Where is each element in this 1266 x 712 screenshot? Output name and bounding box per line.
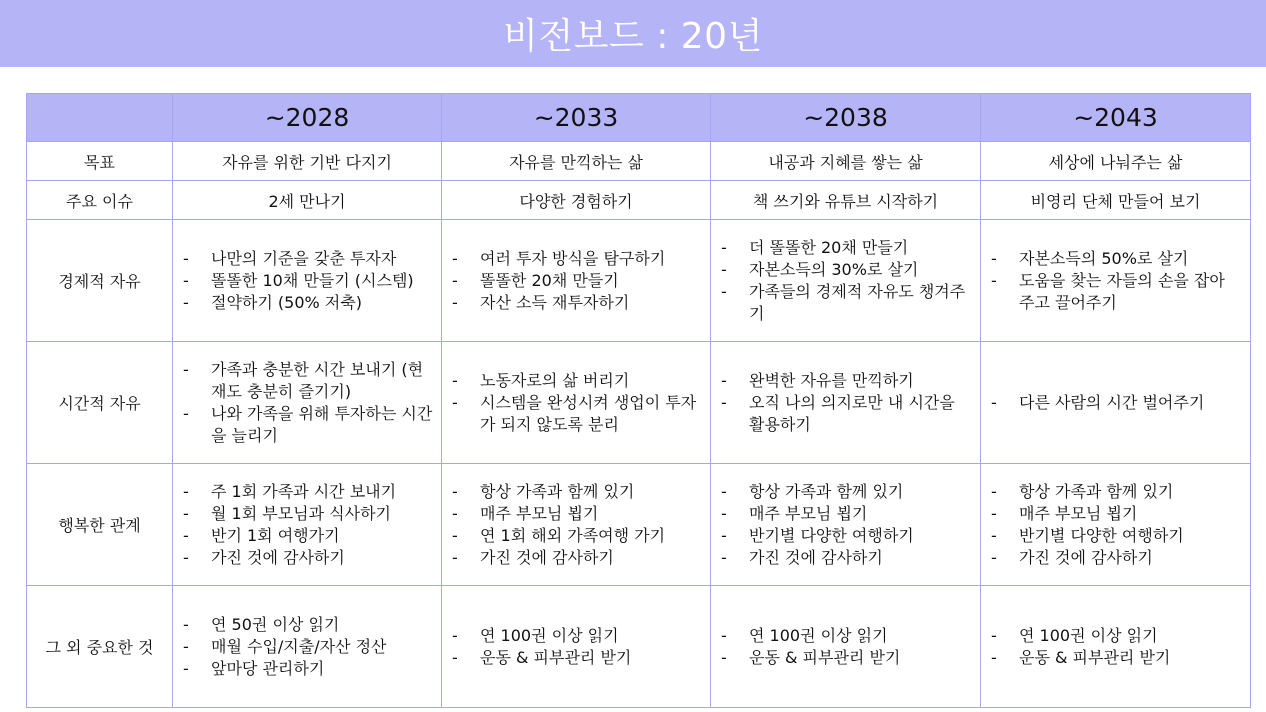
- economic-cell: [173, 220, 442, 342]
- list-item: - 다른 사람의 시간 벌어주기: [991, 392, 1242, 414]
- other-important-row: [27, 586, 1251, 708]
- header-corner-cell: [27, 94, 173, 142]
- page-title: 비전보드 : 20년: [503, 16, 763, 57]
- other-cell: [442, 586, 711, 708]
- goal-cell: 자유를 위한 기반 다지기: [173, 142, 442, 181]
- list-item: - 반기별 다양한 여행하기: [721, 525, 972, 547]
- list-item: - 반기 1회 여행가기: [183, 525, 433, 547]
- title-banner: [0, 0, 1266, 67]
- list-item: - 자본소득의 30%로 살기: [721, 259, 972, 281]
- relation-cell: [711, 464, 981, 586]
- list-item: - 가족과 충분한 시간 보내기 (현재도 충분히 즐기기): [183, 359, 433, 403]
- list-item: - 앞마당 관리하기: [183, 658, 433, 680]
- list-item: - 도움을 찾는 자들의 손을 잡아 주고 끌어주기: [991, 270, 1242, 314]
- other-cell: [173, 586, 442, 708]
- bullet-list: [442, 625, 710, 669]
- year-header-2033: ~2033: [442, 94, 711, 142]
- list-item: - 가진 것에 감사하기: [452, 547, 702, 569]
- bullet-list: [711, 237, 980, 325]
- issue-cell: 다양한 경험하기: [442, 181, 711, 220]
- list-item: - 항상 가족과 함께 있기: [991, 481, 1242, 503]
- list-item: - 매주 부모님 뵙기: [721, 503, 972, 525]
- list-item: - 똘똘한 10채 만들기 (시스템): [183, 270, 433, 292]
- vision-board-table: [26, 93, 1251, 708]
- other-cell: [981, 586, 1251, 708]
- relation-cell: [173, 464, 442, 586]
- list-item: - 항상 가족과 함께 있기: [721, 481, 972, 503]
- list-item: - 주 1회 가족과 시간 보내기: [183, 481, 433, 503]
- list-item: - 자산 소득 재투자하기: [452, 292, 702, 314]
- issue-cell: 비영리 단체 만들어 보기: [981, 181, 1251, 220]
- row-label-relation: 행복한 관계: [27, 464, 173, 586]
- bullet-list: [173, 481, 441, 569]
- list-item: - 연 50권 이상 읽기: [183, 614, 433, 636]
- list-item: - 절약하기 (50% 저축): [183, 292, 433, 314]
- year-header-2028: ~2028: [173, 94, 442, 142]
- list-item: - 연 100권 이상 읽기: [452, 625, 702, 647]
- list-item: - 연 1회 해외 가족여행 가기: [452, 525, 702, 547]
- year-header-2043: ~2043: [981, 94, 1251, 142]
- bullet-list: [442, 370, 710, 436]
- list-item: - 가진 것에 감사하기: [721, 547, 972, 569]
- list-item: - 오직 나의 의지로만 내 시간을 활용하기: [721, 392, 972, 436]
- happy-relation-row: [27, 464, 1251, 586]
- goal-cell: 자유를 만끽하는 삶: [442, 142, 711, 181]
- bullet-list: [981, 248, 1250, 314]
- header-row: [27, 94, 1251, 142]
- list-item: - 더 똘똘한 20채 만들기: [721, 237, 972, 259]
- bullet-list: [981, 392, 1250, 414]
- row-label-issue: 주요 이슈: [27, 181, 173, 220]
- time-cell: [173, 342, 442, 464]
- bullet-list: [981, 481, 1250, 569]
- other-cell: [711, 586, 981, 708]
- relation-cell: [981, 464, 1251, 586]
- list-item: - 운동 & 피부관리 받기: [991, 647, 1242, 669]
- bullet-list: [173, 614, 441, 680]
- list-item: - 매주 부모님 뵙기: [452, 503, 702, 525]
- list-item: - 가진 것에 감사하기: [991, 547, 1242, 569]
- bullet-list: [981, 625, 1250, 669]
- row-label-time: 시간적 자유: [27, 342, 173, 464]
- list-item: - 똘똘한 20채 만들기: [452, 270, 702, 292]
- issue-row: [27, 181, 1251, 220]
- list-item: - 월 1회 부모님과 식사하기: [183, 503, 433, 525]
- list-item: - 노동자로의 삶 버리기: [452, 370, 702, 392]
- list-item: - 시스템을 완성시켜 생업이 투자가 되지 않도록 분리: [452, 392, 702, 436]
- bullet-list: [442, 481, 710, 569]
- bullet-list: [711, 481, 980, 569]
- list-item: - 연 100권 이상 읽기: [991, 625, 1242, 647]
- row-label-goal: 목표: [27, 142, 173, 181]
- relation-cell: [442, 464, 711, 586]
- list-item: - 연 100권 이상 읽기: [721, 625, 972, 647]
- goal-cell: 세상에 나눠주는 삶: [981, 142, 1251, 181]
- year-header-2038: ~2038: [711, 94, 981, 142]
- row-label-other: 그 외 중요한 것: [27, 586, 173, 708]
- bullet-list: [711, 370, 980, 436]
- bullet-list: [173, 248, 441, 314]
- list-item: - 여러 투자 방식을 탐구하기: [452, 248, 702, 270]
- row-label-economic: 경제적 자유: [27, 220, 173, 342]
- time-cell: [711, 342, 981, 464]
- list-item: - 가진 것에 감사하기: [183, 547, 433, 569]
- time-freedom-row: [27, 342, 1251, 464]
- list-item: - 매월 수입/지출/자산 정산: [183, 636, 433, 658]
- list-item: - 매주 부모님 뵙기: [991, 503, 1242, 525]
- bullet-list: [711, 625, 980, 669]
- list-item: - 가족들의 경제적 자유도 챙겨주기: [721, 281, 972, 325]
- bullet-list: [442, 248, 710, 314]
- list-item: - 반기별 다양한 여행하기: [991, 525, 1242, 547]
- list-item: - 운동 & 피부관리 받기: [721, 647, 972, 669]
- economic-cell: [711, 220, 981, 342]
- issue-cell: 책 쓰기와 유튜브 시작하기: [711, 181, 981, 220]
- list-item: - 자본소득의 50%로 살기: [991, 248, 1242, 270]
- list-item: - 나만의 기준을 갖춘 투자자: [183, 248, 433, 270]
- economic-freedom-row: [27, 220, 1251, 342]
- list-item: - 항상 가족과 함께 있기: [452, 481, 702, 503]
- goal-cell: 내공과 지혜를 쌓는 삶: [711, 142, 981, 181]
- economic-cell: [442, 220, 711, 342]
- bullet-list: [173, 359, 441, 447]
- list-item: - 완벽한 자유를 만끽하기: [721, 370, 972, 392]
- time-cell: [442, 342, 711, 464]
- issue-cell: 2세 만나기: [173, 181, 442, 220]
- list-item: - 운동 & 피부관리 받기: [452, 647, 702, 669]
- time-cell: [981, 342, 1251, 464]
- list-item: - 나와 가족을 위해 투자하는 시간을 늘리기: [183, 403, 433, 447]
- goal-row: [27, 142, 1251, 181]
- economic-cell: [981, 220, 1251, 342]
